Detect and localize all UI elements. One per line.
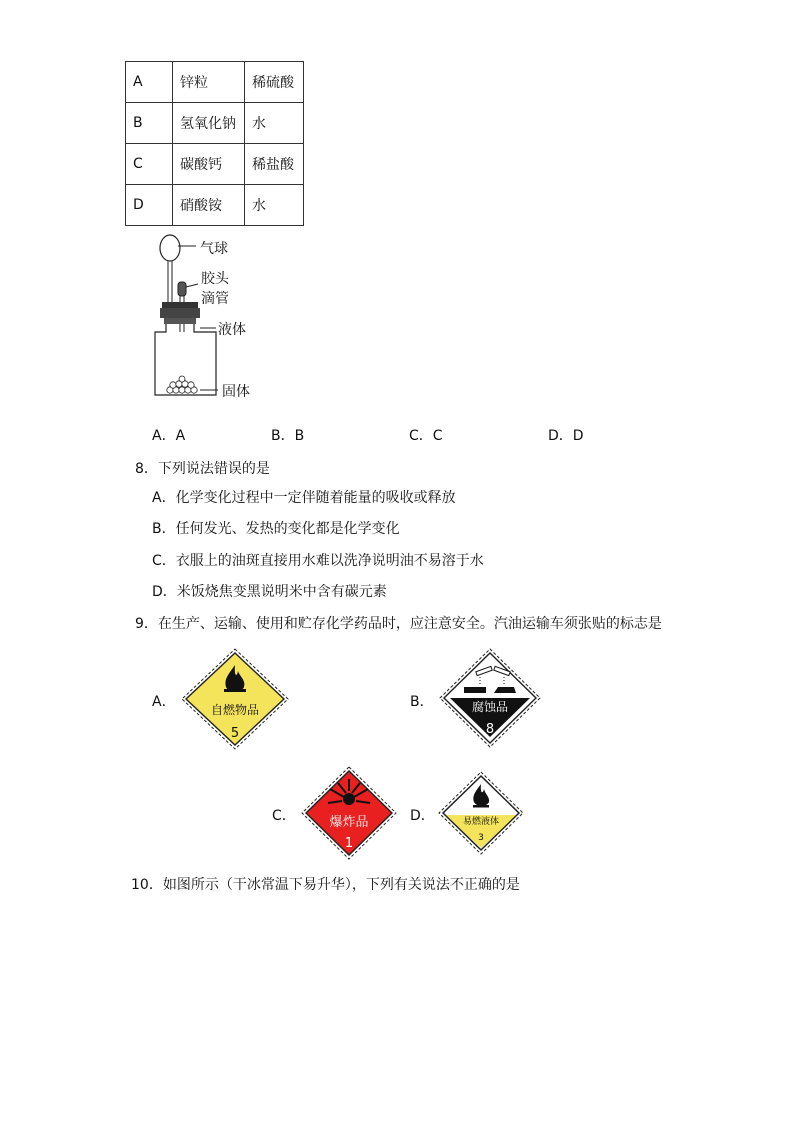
table-cell-liquid: 水 <box>245 185 304 226</box>
sign-explosive[interactable] <box>300 765 398 861</box>
solid-pellets <box>167 376 197 393</box>
sign-corrosive[interactable] <box>438 647 542 749</box>
q7-option-c: C．C <box>409 428 443 444</box>
dropper-bulb <box>178 282 186 296</box>
dropper-label-2: 滴管 <box>201 291 229 307</box>
q10-stem: 10．如图所示（干冰常温下易升华），下列有关说法不正确的是 <box>131 877 520 893</box>
sign-c-num: 1 <box>344 836 354 851</box>
q9-stem: 9．在生产、运输、使用和贮存化学药品时，应注意安全。汽油运输车须张贴的标志是 <box>135 616 662 632</box>
table-cell-liquid: 水 <box>245 103 304 144</box>
table-cell-solid: 氢氧化钠 <box>173 103 245 144</box>
q8-option-d: D．米饭烧焦变黑说明米中含有碳元素 <box>152 584 387 600</box>
table-cell-solid: 碳酸钙 <box>173 144 245 185</box>
liquid-label: 液体 <box>218 322 246 338</box>
solid-label: 固体 <box>222 384 250 400</box>
q9-letter-d: D． <box>410 808 435 824</box>
table-cell-id: D <box>126 185 173 226</box>
table-row <box>126 185 304 226</box>
sign-c-text: 爆炸品 <box>329 815 369 830</box>
balloon-label: 气球 <box>200 241 228 257</box>
table-row <box>126 144 304 185</box>
q8-stem: 8．下列说法错误的是 <box>135 461 270 477</box>
sign-a-num: 5 <box>230 726 240 741</box>
table-row <box>126 62 304 103</box>
table-cell-solid: 硝酸铵 <box>173 185 245 226</box>
sign-d-text: 易燃液体 <box>462 817 500 827</box>
q8-option-a: A．化学变化过程中一定伴随着能量的吸收或释放 <box>152 490 456 506</box>
table-cell-id: B <box>126 103 173 144</box>
sign-b-text: 腐蚀品 <box>471 700 509 714</box>
table-cell-liquid: 稀硫酸 <box>245 62 304 103</box>
q9-letter-b: B． <box>410 694 434 710</box>
q9-letter-c: C． <box>272 808 296 824</box>
sign-d-num: 3 <box>478 833 484 843</box>
stopper <box>162 302 198 308</box>
q9-letter-a: A． <box>152 694 176 710</box>
balloon-shape <box>160 235 180 261</box>
sign-b-num: 8 <box>485 722 495 737</box>
table-cell-liquid: 稀盐酸 <box>245 144 304 185</box>
q8-option-c: C．衣服上的油斑直接用水难以洗净说明油不易溶于水 <box>152 553 484 569</box>
table-cell-id: A <box>126 62 173 103</box>
q7-option-d: D．D <box>548 428 584 444</box>
table-cell-solid: 锌粒 <box>173 62 245 103</box>
options-table <box>125 61 304 226</box>
table-cell-id: C <box>126 144 173 185</box>
sign-self-ignition[interactable] <box>180 647 290 751</box>
q8-option-b: B．任何发光、发热的变化都是化学变化 <box>152 521 400 537</box>
q7-option-a: A．A <box>152 428 186 444</box>
table-row <box>126 103 304 144</box>
sign-a-text: 自燃物品 <box>210 703 260 717</box>
sign-flammable-liquid[interactable] <box>437 770 525 856</box>
q7-option-b: B．B <box>271 428 305 444</box>
dropper-label-1: 胶头 <box>201 271 229 287</box>
